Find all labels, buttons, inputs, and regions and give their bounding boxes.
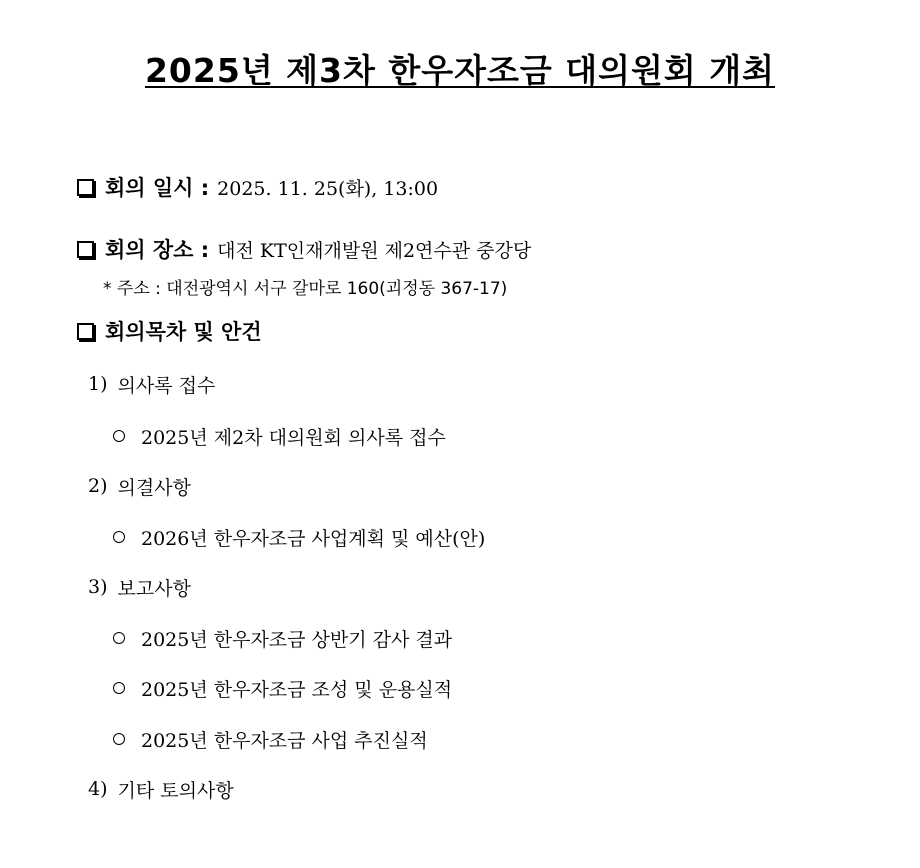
agenda-subitem [113,723,428,755]
place-value: 대전 KT인재개발원 제2연수관 중강당 [217,239,532,262]
agenda-item-number: 1) [88,373,108,395]
circle-bullet-icon [113,682,125,694]
agenda-item [88,571,191,603]
checkbox-square-icon [77,179,94,196]
agenda-item [88,368,215,400]
datetime-value: 2025. 11. 25(화), 13:00 [217,177,439,200]
agenda-subitem-text: 2026년 한우자조금 사업계획 및 예산(안) [141,527,486,550]
address-note: * 주소 : 대전광역시 서구 갈마로 160(괴정동 367-17) [103,278,508,299]
agenda-subitem [113,521,485,553]
agenda-item-title: 보고사항 [117,577,191,600]
agenda-item-title: 의사록 접수 [117,374,216,397]
datetime-label: 회의 일시 : [105,176,210,200]
agenda-item [88,470,191,502]
agenda-subitem-text: 2025년 한우자조금 상반기 감사 결과 [141,628,453,651]
agenda-subitem-text: 2025년 제2차 대의원회 의사록 접수 [141,426,446,449]
place-label: 회의 장소 : [105,238,210,262]
agenda-label: 회의목차 및 안건 [105,320,262,344]
agenda-subitem [113,622,452,654]
checkbox-square-icon [77,323,94,340]
checkbox-square-icon [77,241,94,258]
agenda-item-title: 기타 토의사항 [117,779,234,802]
section-place [77,232,531,266]
agenda-item-title: 의결사항 [117,476,191,499]
agenda-item-number: 4) [88,778,108,800]
circle-bullet-icon [113,733,125,745]
agenda-subitem-text: 2025년 한우자조금 조성 및 운용실적 [141,678,453,701]
section-datetime [77,170,438,204]
agenda-subitem [113,672,452,704]
agenda-item-number: 2) [88,475,108,497]
circle-bullet-icon [113,430,125,442]
section-agenda [77,314,262,348]
circle-bullet-icon [113,531,125,543]
agenda-subitem [113,420,446,452]
agenda-item-number: 3) [88,576,108,598]
document-title [0,48,920,94]
document-title-text: 2025년 제3차 한우자조금 대의원회 개최 [144,51,776,90]
agenda-item [88,773,234,805]
agenda-subitem-text: 2025년 한우자조금 사업 추진실적 [141,729,428,752]
circle-bullet-icon [113,632,125,644]
